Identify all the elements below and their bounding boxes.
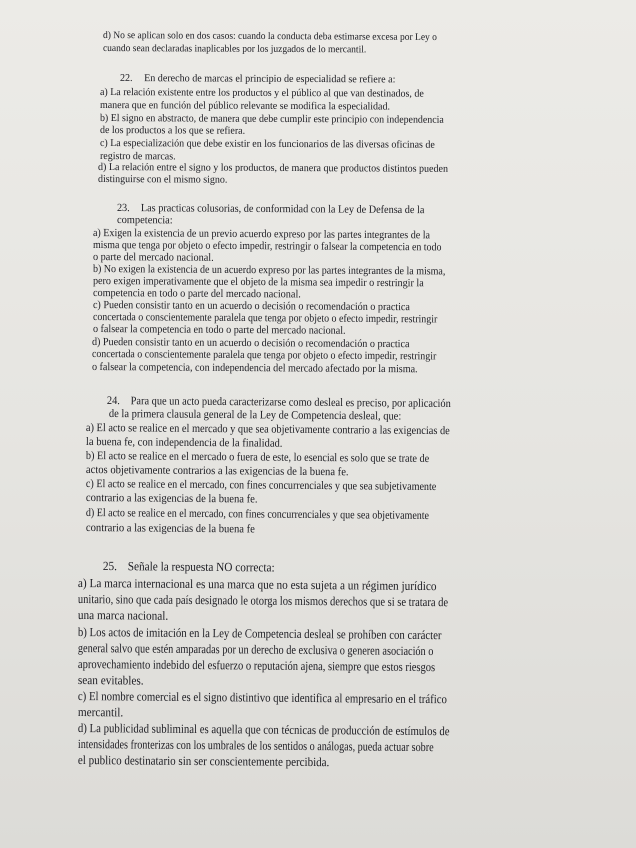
option-b-line: actos objetivamente contrarios a las exigencias de la buena fe. <box>85 464 349 479</box>
question-stem-text: Señale la respuesta NO correcta: <box>127 559 275 575</box>
option-a-line: a) La marca internacional es una marca que no esta sujeta a un régimen jurídico <box>77 576 437 594</box>
question-stem-text: Las practicas colusorias, de conformidad con la Ley de Defensa de la <box>140 202 425 217</box>
option-c-line: c) Pueden consistir tanto en un acuerdo o decisión o recomendación o practica <box>92 299 410 314</box>
option-c-line: contrario a las exigencias de la buena fe. <box>85 492 258 506</box>
option-b-line: general salvo que estén amparadas por un derecho de exclusiva o generen asociación o <box>77 641 434 659</box>
option-a-line: unitario, sino que cada país designado le otorga los mismos derechos que si se tratara de <box>77 592 449 610</box>
option-d-line: concertada o conscientemente paralela que tenga por objeto o efecto impedir, restringir <box>91 348 437 363</box>
option-d-line: distinguirse con el mismo signo. <box>97 174 228 186</box>
option-c-line: o falsear la competencia en todo o parte del mercado nacional. <box>92 323 346 337</box>
option-a-line: a) Exigen la existencia de un previo acuerdo expreso por las partes integrantes de la <box>92 227 431 242</box>
option-a-line: o parte del mercado nacional. <box>92 251 214 264</box>
option-b-line: b) El signo en abstracto, de manera que debe cumplir este principio con independencia <box>99 113 444 126</box>
option-d-line: contrario a las exigencias de la buena fe <box>85 522 255 536</box>
option-d-line: o falsear la competencia, con independencia del mercado afectado por la misma. <box>91 361 418 376</box>
option-a-line: a) La relación existente entre los productos y el público al que van destinados, de <box>99 87 424 100</box>
question-stem-line: de la primera clausula general de la Ley de Competencia desleal, que: <box>108 408 402 423</box>
option-d-line: d) Pueden consistir tanto en un acuerdo o decisión o recomendación o practica <box>91 336 410 351</box>
option-c-line: c) El nombre comercial es el signo distintivo que identifica al empresario en el tráfico <box>77 689 447 707</box>
option-a-line: a) El acto se realice en el mercado y que sea objetivamente contrario a las exigencias de <box>85 422 450 438</box>
option-c-line: mercantil. <box>77 705 124 720</box>
option-b-line: sean evitables. <box>77 673 144 688</box>
option-a-line: la buena fe, con independencia de la finalidad. <box>85 436 283 450</box>
option-d-line: cuando sean declaradas inaplicables por los juzgados de lo mercantil. <box>102 43 367 56</box>
option-c-line: c) El acto se realice en el mercado, con fines concurrenciales y que sea subjetivamente <box>85 478 437 494</box>
question-number: 25. <box>102 559 118 574</box>
option-a-line: misma que tenga por objeto o efecto impedir, restringir o falsear la competencia en todo <box>92 239 442 254</box>
question-stem-text: En derecho de marcas el principio de especialidad se refiere a: <box>144 73 396 86</box>
question-number: 22. <box>119 73 133 85</box>
option-d-line: d) La publicidad subliminal es aquella que con técnicas de producción de estímulos de <box>77 721 450 739</box>
question-stem <box>120 74 395 86</box>
option-b-line: aprovechamiento indebido del esfuerzo o reputación ajena, siempre que estos riesgos <box>77 657 436 675</box>
option-c-line: registro de marcas. <box>99 151 176 163</box>
option-a-line: manera que en función del público relevante se modifica la especialidad. <box>99 100 390 113</box>
option-d-line: d) El acto se realice en el mercado, con fines concurrenciales y que sea objetivamente <box>85 507 430 522</box>
option-d-line: el publico destinatario sin ser conscientemente percibida. <box>77 753 330 770</box>
question-number: 23. <box>116 202 130 215</box>
question-stem <box>103 560 275 574</box>
option-c-line: c) La especialización que debe existir en los funcionarios de las diversas oficinas de <box>99 138 435 151</box>
option-a-line: una marca nacional. <box>77 608 169 623</box>
option-b-line: b) El acto se realice en el mercado o fuera de este, lo esencial es solo que se trate de <box>85 450 430 465</box>
option-d-line: d) No se aplican solo en dos casos: cuando la conducta deba estimarse excesa por Ley o <box>102 30 437 44</box>
question-number: 24. <box>106 395 120 408</box>
option-b-line: b) No exigen la existencia de un acuerdo expreso por las partes integrantes de la misma, <box>92 263 446 278</box>
question-stem-text: Para que un acto pueda caracterizarse como desleal es preciso, por aplicación <box>130 395 451 411</box>
option-c-line: concertada o conscientemente paralela que tenga por objeto o efecto impedir, restringir <box>92 311 438 326</box>
option-b-line: competencia en todo o parte del mercado nacional. <box>92 287 301 301</box>
option-b-line: pero exigen imperativamente que el objeto de la misma sea impedir o restringir la <box>92 275 424 290</box>
option-b-line: b) Los actos de imitación en la Ley de Competencia desleal se prohíben con carácter <box>77 625 442 643</box>
option-d-line: intensidades fronterizas con los umbrales de los sentidos o análogas, pueda actuar sobre <box>77 737 434 755</box>
question-stem-line: competencia: <box>116 214 173 227</box>
option-d-line: d) La relación entre el signo y los productos, de manera que productos distintos pueden <box>97 162 449 175</box>
option-b-line: de los productos a los que se refiera. <box>99 125 246 137</box>
